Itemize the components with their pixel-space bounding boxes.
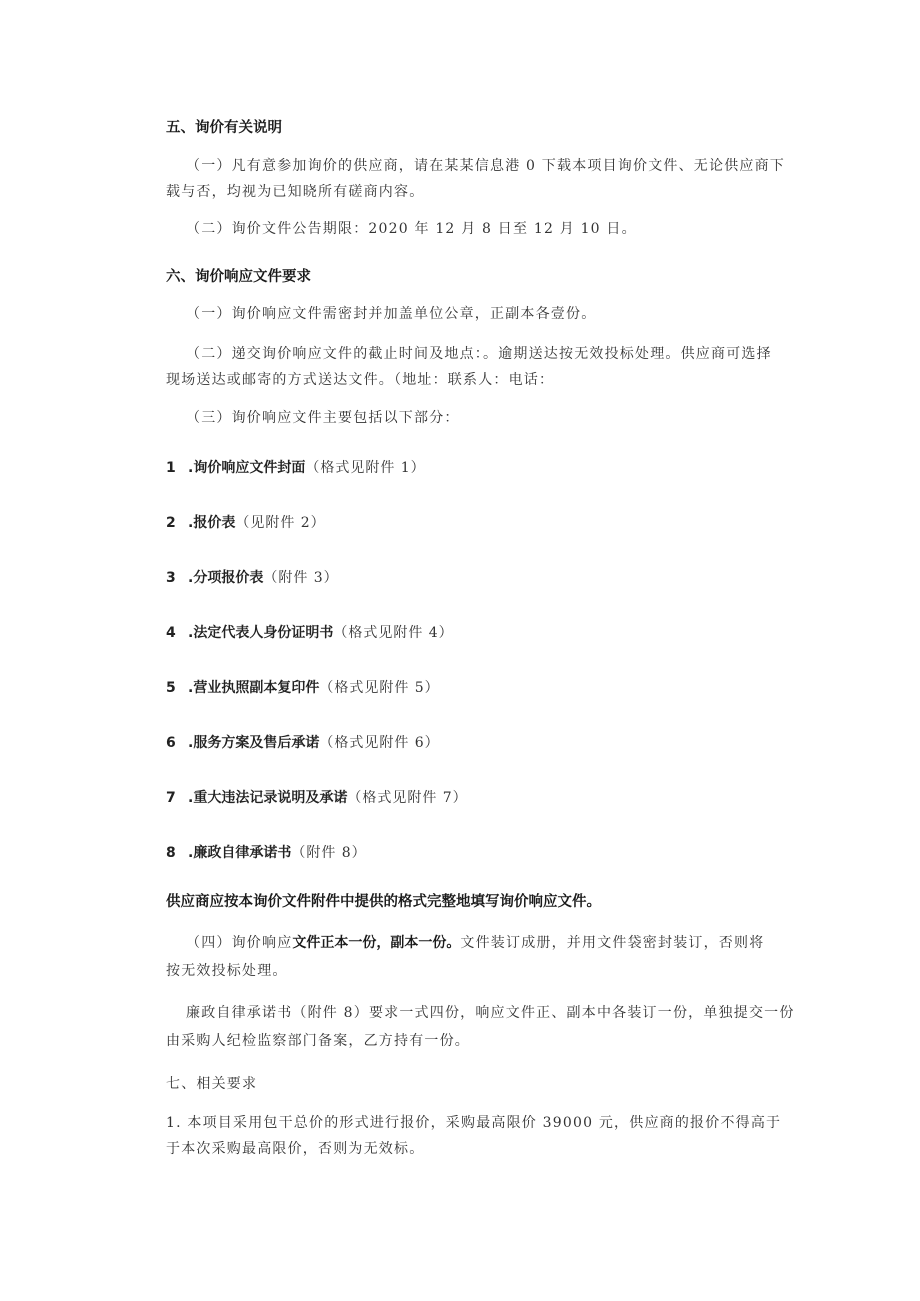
list-item-note: （见附件 2） xyxy=(235,515,326,531)
list-item xyxy=(166,565,786,591)
list-item xyxy=(166,675,786,701)
section-7-para-1-line-1: 1. 本项目采用包干总价的形式进行报价，采购最高限价 39000 元，供应商的报价不得高于 xyxy=(166,1115,782,1131)
list-item xyxy=(166,620,786,646)
list-item-note: （附件 8） xyxy=(291,845,367,861)
list-item-note: （格式见附件 1） xyxy=(305,460,426,476)
list-item xyxy=(166,840,786,866)
list-item-note: （格式见附件 7） xyxy=(347,790,468,806)
section-6-para-5-line-1: 廉政自律承诺书（附件 8）要求一式四份，响应文件正、副本中各装订一份，单独提交一份 xyxy=(186,1005,795,1021)
section-6-para-1: （一）询价响应文件需密封并加盖单位公章，正副本各壹份。 xyxy=(186,306,597,322)
section-5-para-1-line-1: （一）凡有意参加询价的供应商，请在某某信息港 0 下载本项目询价文件、无论供应商下 xyxy=(186,158,786,174)
fill-notice: 供应商应按本询价文件附件中提供的格式完整地填写询价响应文件。 xyxy=(166,894,601,910)
list-item-number: 6 xyxy=(166,735,176,751)
section-5-para-1-line-2: 载与否，均视为已知晓所有磋商内容。 xyxy=(166,184,425,200)
section-6-title: 六、询价响应文件要求 xyxy=(166,269,311,285)
list-item-number: 4 xyxy=(166,625,176,641)
list-item-number: 7 xyxy=(166,790,176,806)
list-item-note: （格式见附件 4） xyxy=(333,625,454,641)
section-5-title: 五、询价有关说明 xyxy=(166,120,282,136)
section-6-para-2-line-2: 现场送达或邮寄的方式送达文件。（地址：联系人：电话： xyxy=(166,372,555,388)
list-item-number: 1 xyxy=(166,460,176,476)
list-item-note: （格式见附件 6） xyxy=(319,735,440,751)
para-4-emphasis: 文件正本一份，副本一份。 xyxy=(292,935,461,951)
list-item-label: .询价响应文件封面 xyxy=(188,460,306,476)
list-item-number: 8 xyxy=(166,845,176,861)
list-item xyxy=(166,730,786,756)
list-item-note: （附件 3） xyxy=(263,570,339,586)
section-6-para-4-line-2: 按无效投标处理。 xyxy=(166,963,288,979)
list-item-note: （格式见附件 5） xyxy=(319,680,440,696)
section-6-para-2-line-1: （二）递交询价响应文件的截止时间及地点：。逾期送达按无效投标处理。供应商可选择 xyxy=(186,346,772,362)
section-6-para-4-line-1 xyxy=(186,930,806,956)
section-7-title: 七、相关要求 xyxy=(166,1076,258,1092)
para-4-suffix: 文件装订成册，并用文件袋密封装订，否则将 xyxy=(460,935,765,951)
list-item-label: .重大违法记录说明及承诺 xyxy=(188,790,348,806)
section-6-para-5-line-2: 由采购人纪检监察部门备案，乙方持有一份。 xyxy=(166,1033,470,1049)
list-item-label: .营业执照副本复印件 xyxy=(188,680,320,696)
list-item-number: 2 xyxy=(166,515,176,531)
section-6-para-3: （三）询价响应文件主要包括以下部分： xyxy=(186,410,460,426)
list-item xyxy=(166,785,786,811)
list-item xyxy=(166,510,786,536)
list-item-number: 5 xyxy=(166,680,176,696)
section-5-para-2: （二）询价文件公告期限：2020 年 12 月 8 日至 12 月 10 日。 xyxy=(186,221,637,237)
list-item-label: .廉政自律承诺书 xyxy=(188,845,292,861)
list-item-label: .报价表 xyxy=(188,515,236,531)
para-4-prefix: （四）询价响应 xyxy=(186,935,293,951)
list-item-number: 3 xyxy=(166,570,176,586)
list-item-label: .服务方案及售后承诺 xyxy=(188,735,320,751)
section-7-para-1-line-2: 于本次采购最高限价，否则为无效标。 xyxy=(166,1141,425,1157)
list-item xyxy=(166,455,786,481)
list-item-label: .分项报价表 xyxy=(188,570,264,586)
list-item-label: .法定代表人身份证明书 xyxy=(188,625,334,641)
